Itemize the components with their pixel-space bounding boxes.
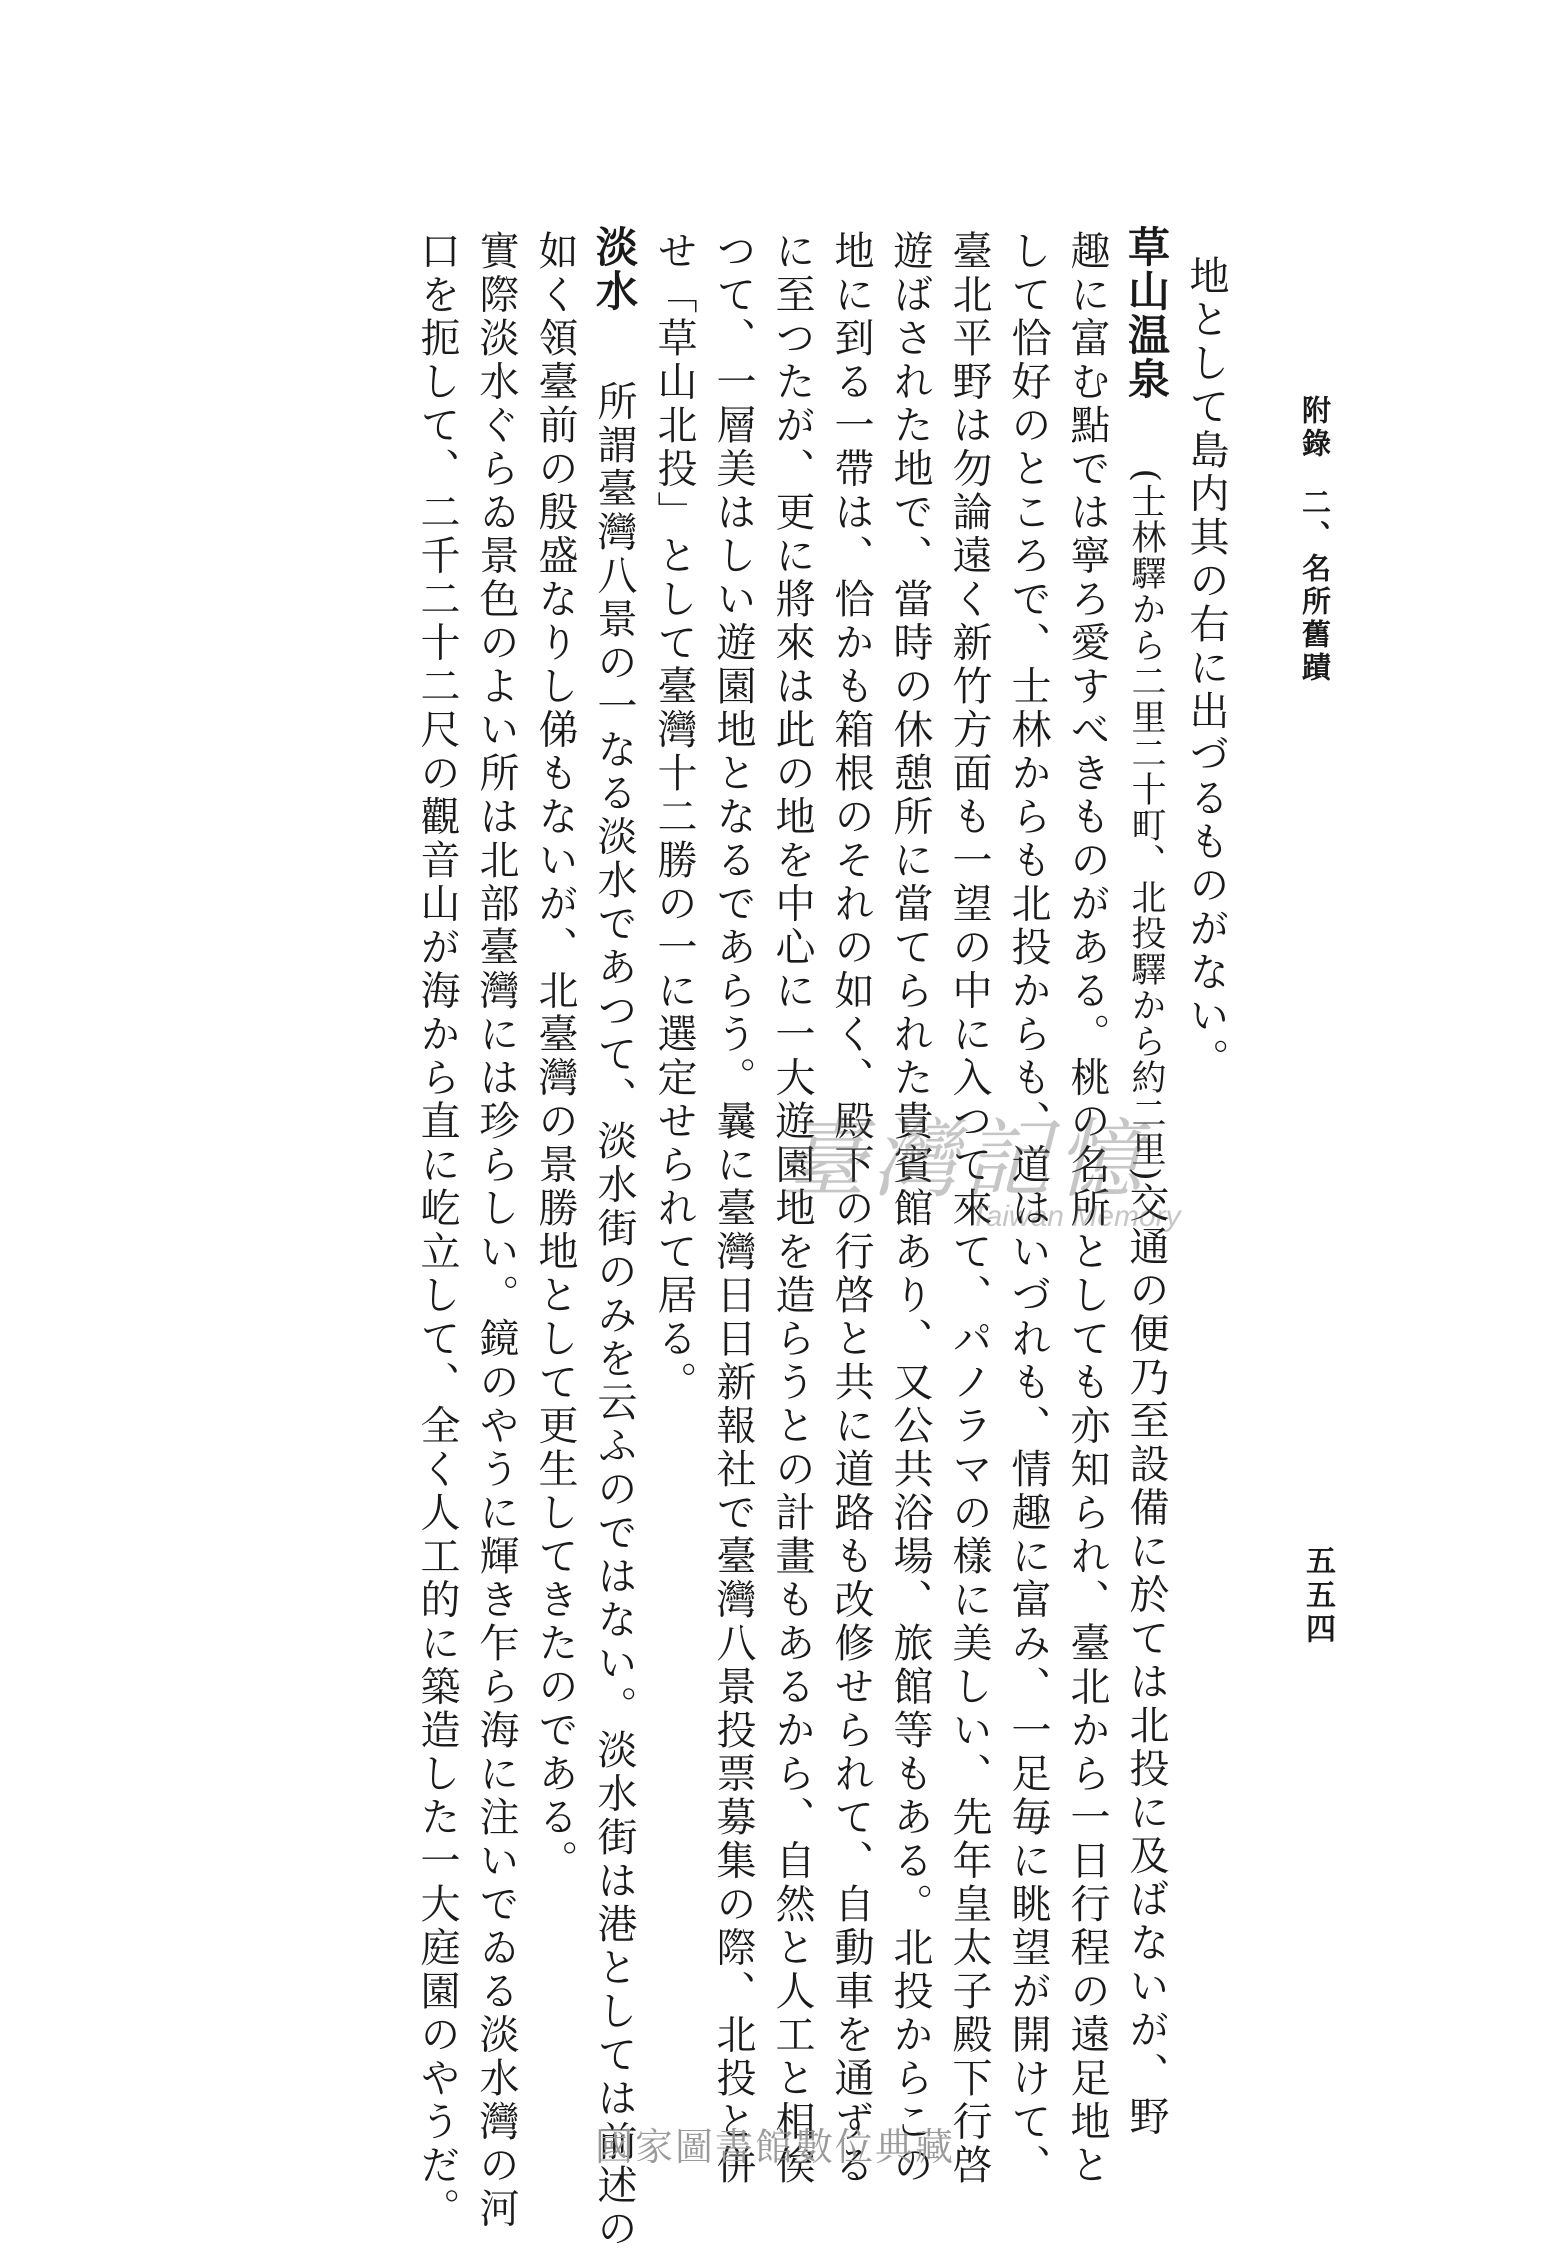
appendix-label: 附錄 (1298, 395, 1332, 461)
text-column: 地に到る一帶は、恰かも箱根のそれの如く、殿下の行啓と共に道路も改修せられて、自動車を通ずる (828, 230, 874, 2188)
text-column: 如く領臺前の殷盛なりし俤もないが、北臺灣の景勝地として更生してきたのである。 (532, 230, 578, 1883)
text-column: して恰好のところで、士林からも北投からも、道はいづれも、情趣に富み、一足毎に眺望が開けて、 (1005, 230, 1051, 2188)
text-column: 草山温泉 (士林驛から二里二十町、北投驛から約二里)交通の便乃至設備に於ては北投に及ばないが、野 (1122, 225, 1171, 2139)
text-column: 淡水 所謂臺灣八景の一なる淡水であつて、淡水街のみを云ふのではない。淡水街は港としては前述の (590, 225, 639, 2251)
watermark-english: Taiwan Memory (970, 1200, 1181, 1233)
text-column: 地として島内其の右に出づるものがない。 (1183, 255, 1229, 1082)
library-footer: 國家圖書館數位典藏 (594, 2125, 955, 2169)
section-label: 二、名所舊蹟 (1298, 487, 1332, 685)
text-column: 臺北平野は勿論遠く新竹方面も一望の中に入つて來て、パノラマの樣に美しい、先年皇太子殿下行啓 (946, 230, 992, 2188)
running-header (1295, 395, 1335, 685)
text-column: つて、一層美はしい遊園地となるであらう。曩に臺灣日日新報社で臺灣八景投票募集の際、北投と併 (710, 230, 756, 2188)
distance-note: (士林驛から二里二十町、北投驛から約二里) (1126, 468, 1166, 1182)
section-heading-tamsui: 淡水 (590, 225, 639, 313)
text-column: に至つたが、更に將來は此の地を中心に一大遊園地を造らうとの計畫もあるから、自然と人工と相俟 (769, 230, 815, 2188)
text-column: 口を扼して、二千二十二尺の觀音山が海から直に屹立して、全く人工的に築造した一大庭園のやうだ。 (414, 230, 460, 2231)
text-column: 遊ばされた地で、當時の休憩所に當てられた貴賓館あり、又公共浴場、旅館等もある。北投からこの (887, 230, 933, 2188)
section-heading-kusayama: 草山温泉 (1122, 225, 1171, 401)
watermark-chinese: 臺灣記憶 (780, 1110, 1148, 1210)
page-number: 五五四 (1300, 1545, 1335, 1647)
text-column: 實際淡水ぐらゐ景色のよい所は北部臺灣には珍らしい。鏡のやうに輝き乍ら海に注いでゐる淡水灣の河 (473, 230, 519, 2231)
text-column: せ「草山北投」として臺灣十二勝の一に選定せられて居る。 (651, 230, 697, 1405)
text-column: 趣に富む點では寧ろ愛すべきものがある。桃の名所としても亦知られ、臺北から一日行程の遠足地と (1064, 230, 1110, 2188)
